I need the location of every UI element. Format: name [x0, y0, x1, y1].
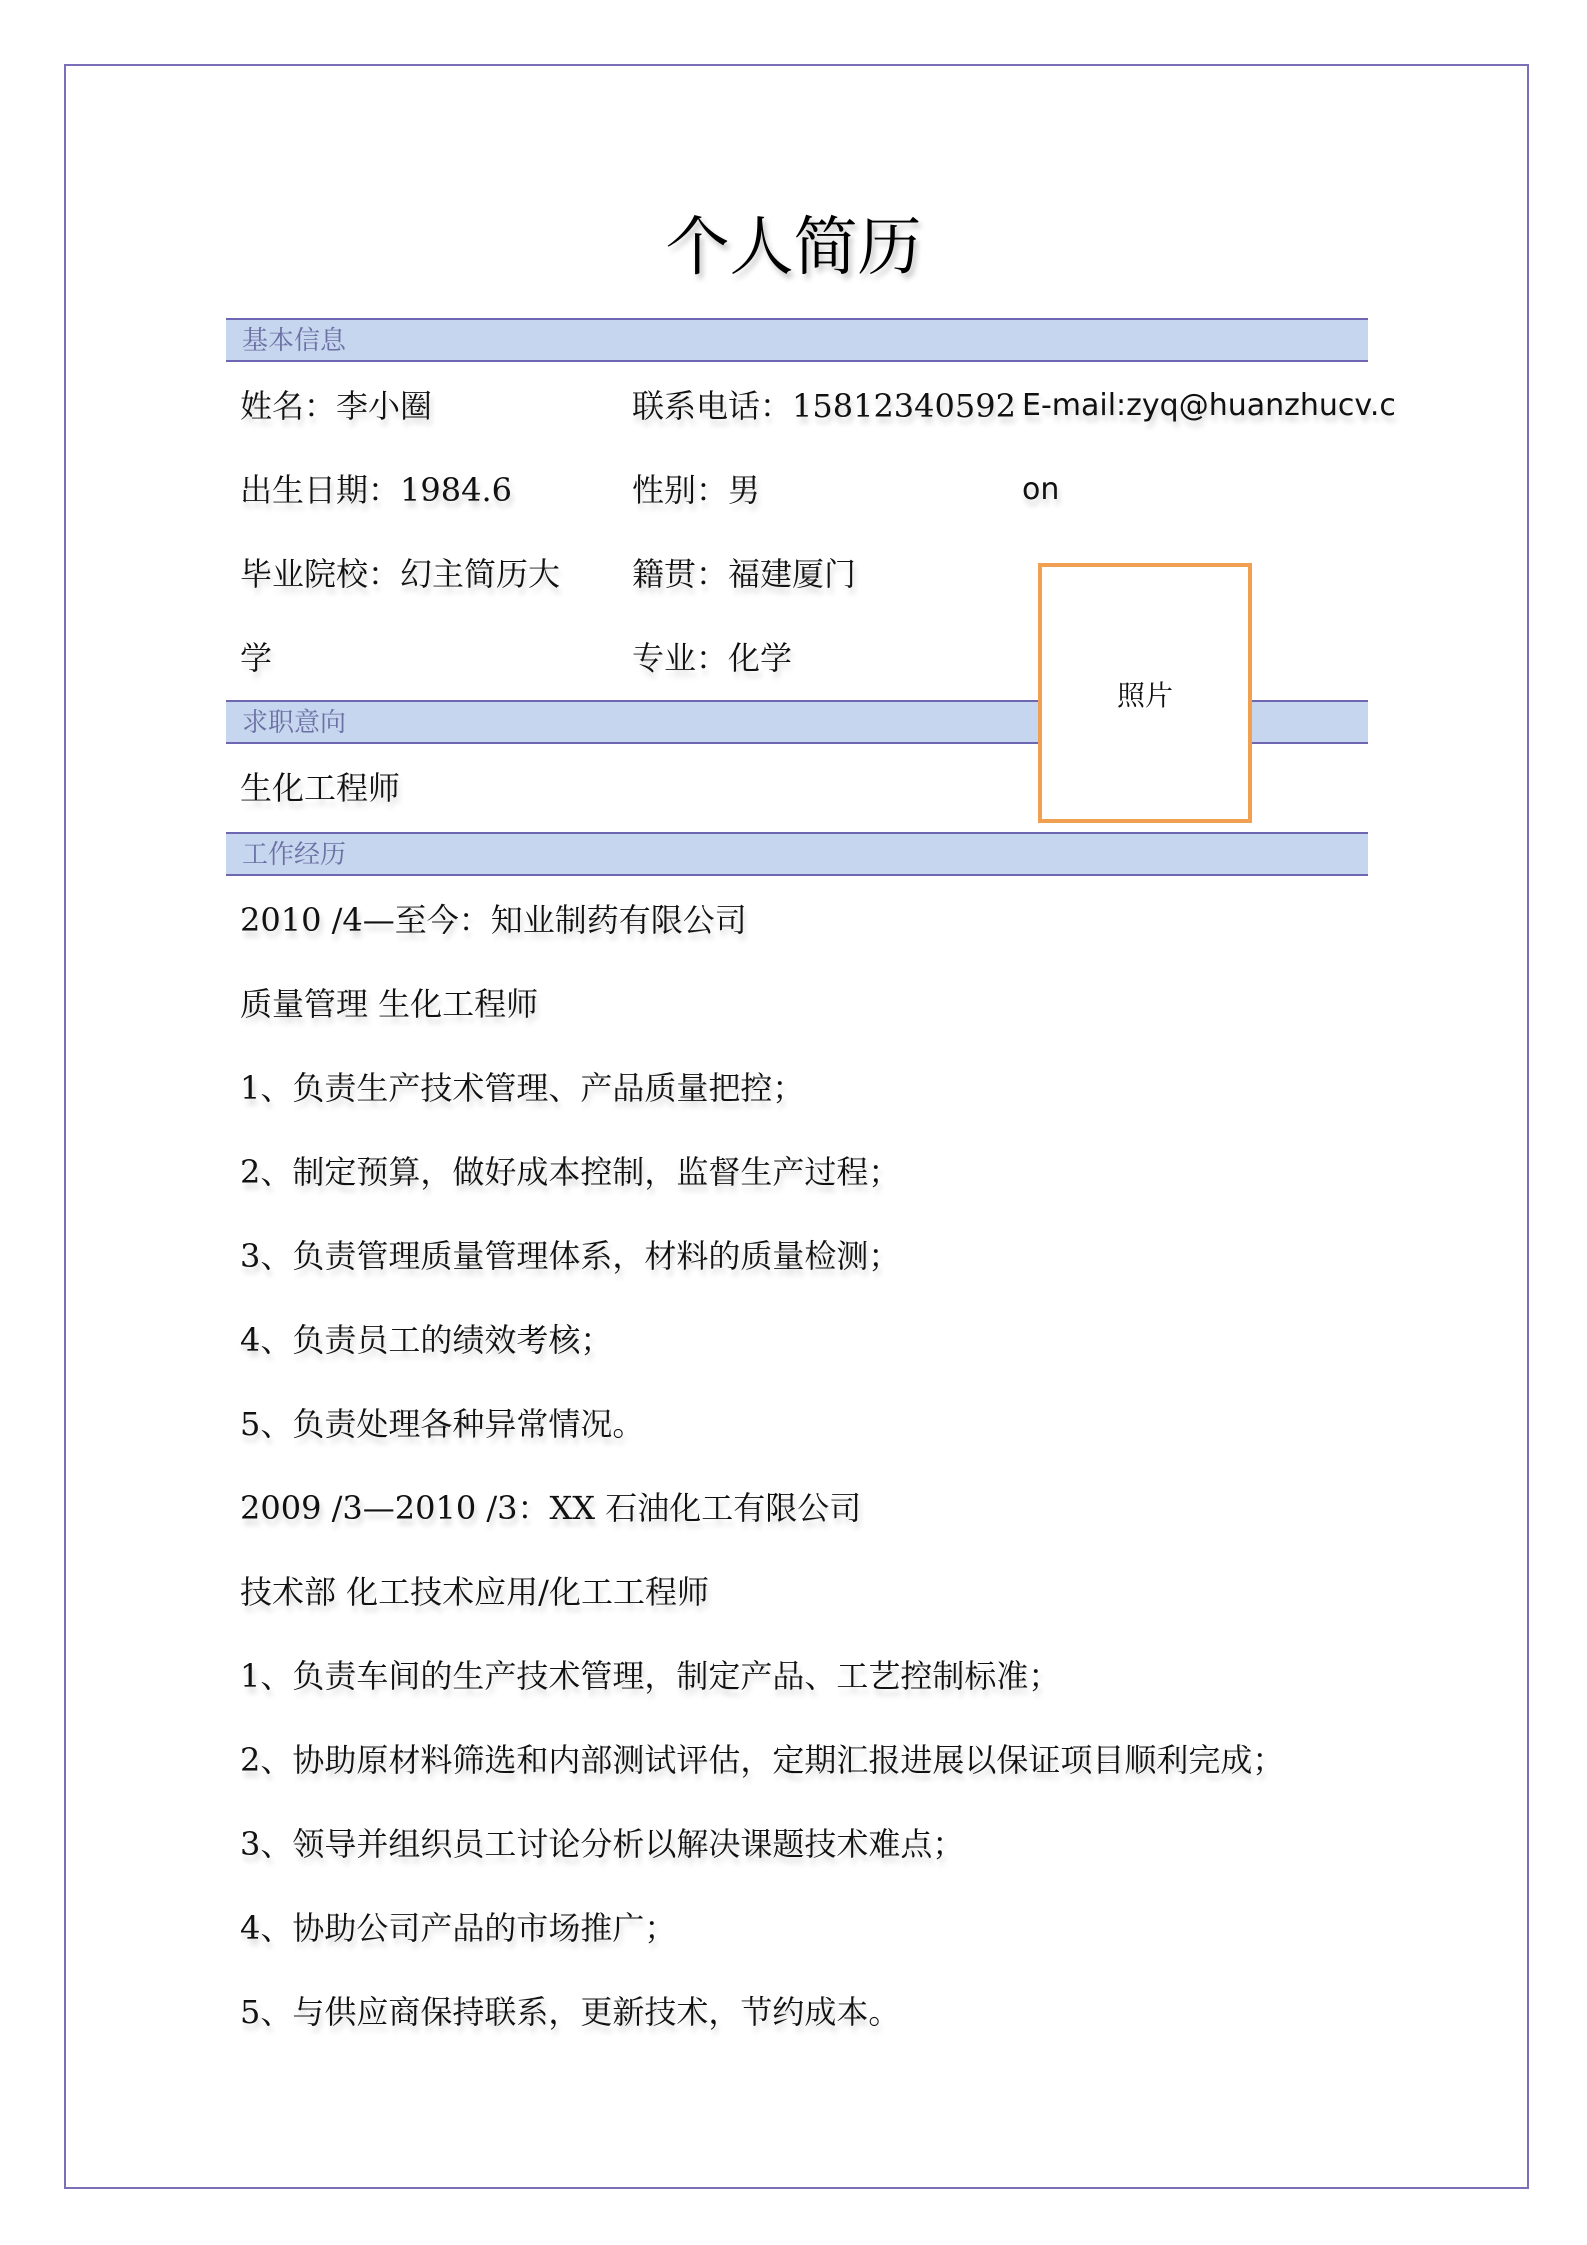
work-duty: 3、领导并组织员工讨论分析以解决课题技术难点；: [240, 1825, 965, 1863]
photo-placeholder: [1038, 563, 1252, 823]
page-border: [64, 64, 1529, 2189]
section-basic-info: [226, 318, 1368, 362]
resume-title: 个人简历: [665, 211, 922, 285]
section-basic-info-label: 基本信息: [242, 326, 347, 356]
work-duty: 2、制定预算，做好成本控制，监督生产过程；: [240, 1153, 901, 1191]
school-field-line2: 学: [240, 639, 273, 677]
email-field-line2: on: [1022, 472, 1060, 507]
photo-label: 照片: [1116, 679, 1173, 712]
work-position: 技术部 化工技术应用/化工工程师: [240, 1573, 709, 1611]
gender-field: 性别：男: [632, 471, 761, 509]
birth-field: 出生日期：1984.6: [240, 471, 512, 509]
work-duty: 5、与供应商保持联系，更新技术，节约成本。: [240, 1993, 901, 2031]
email-field-line1: E-mail:zyq@huanzhucv.c: [1022, 388, 1396, 423]
job-intent-value: 生化工程师: [240, 769, 401, 807]
hometown-field: 籍贯：福建厦门: [632, 555, 857, 593]
work-duty: 3、负责管理质量管理体系，材料的质量检测；: [240, 1237, 901, 1275]
major-field: 专业：化学: [632, 639, 793, 677]
school-field-line1: 毕业院校：幻主简历大: [240, 555, 561, 593]
work-duty: 2、协助原材料筛选和内部测试评估，定期汇报进展以保证项目顺利完成；: [240, 1741, 1285, 1779]
section-work-experience: [226, 832, 1368, 876]
work-duty: 4、负责员工的绩效考核；: [240, 1321, 613, 1359]
section-job-intent-label: 求职意向: [242, 708, 347, 738]
section-work-experience-label: 工作经历: [242, 840, 347, 870]
name-field: 姓名：李小圈: [240, 387, 433, 425]
work-duty: 1、负责车间的生产技术管理，制定产品、工艺控制标准；: [240, 1657, 1061, 1695]
work-position: 质量管理 生化工程师: [240, 985, 539, 1023]
work-duty: 1、负责生产技术管理、产品质量把控；: [240, 1069, 805, 1107]
work-period-company: 2009 /3—2010 /3：XX 石油化工有限公司: [240, 1489, 862, 1527]
work-duty: 5、负责处理各种异常情况。: [240, 1405, 645, 1443]
work-duty: 4、协助公司产品的市场推广；: [240, 1909, 677, 1947]
phone-field: 联系电话：15812340592: [632, 387, 1016, 425]
work-period-company: 2010 /4—至今：知业制药有限公司: [240, 901, 747, 939]
